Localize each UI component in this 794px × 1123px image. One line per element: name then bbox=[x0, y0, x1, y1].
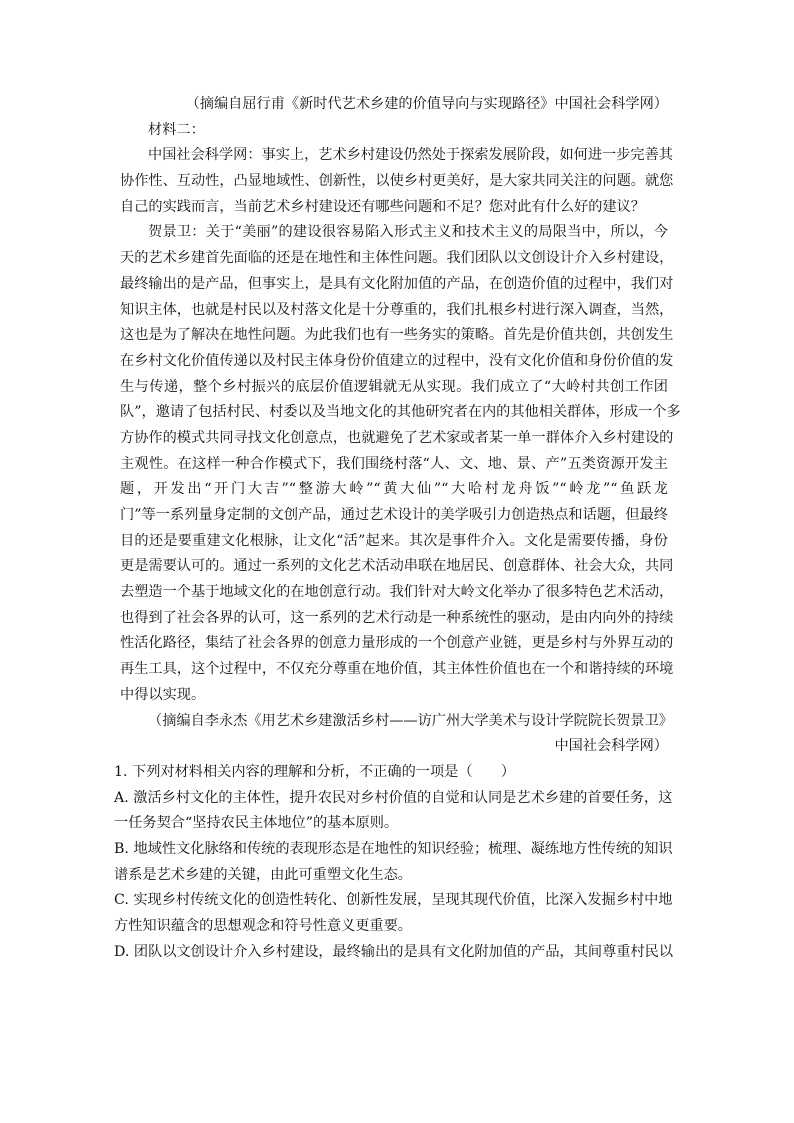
option-line: 方性知识蕴含的思想观念和符号性意义更重要。 bbox=[114, 918, 412, 934]
paragraph-line: 协作性、互动性，凸显地域性、创新性，以使乡村更美好，是大家共同关注的问题。就您 bbox=[120, 173, 674, 190]
option-c[interactable] bbox=[114, 888, 673, 939]
paragraph-line: 题，开发出“开门大吉”“整游大岭”“黄大仙”“大哈村龙舟饭”“岭龙”“鱼跃龙 bbox=[120, 481, 668, 498]
paragraph-line: 主观性。在这样一种合作模式下，我们围绕村落“人、文、地、景、产”五类资源开发主 bbox=[120, 455, 668, 472]
question-stem: 1. 下列对材料相关内容的理解和分析，不正确的一项是（ ） bbox=[114, 763, 516, 780]
paragraph-line: 方协作的模式共同寻找文化创意点，也就避免了艺术家或者某一单一群体介入乡村建设的 bbox=[120, 429, 674, 446]
paragraph-line: 在乡村文化价值传递以及村民主体身份价值建立的过程中，没有文化价值和身份价值的发 bbox=[120, 352, 674, 369]
paragraph-line: 最终输出的是产品，但事实上，是具有文化附加值的产品，在创造价值的过程中，我们对 bbox=[120, 275, 674, 292]
material-2-label: 材料二： bbox=[148, 121, 205, 138]
paragraph-line: 目的还是要重建文化根脉，让文化“活”起来。其次是事件介入。文化是需要传播，身份 bbox=[120, 532, 668, 549]
source-citation-2-cont: 中国社会科学网） bbox=[554, 738, 668, 755]
option-line: A. 激活乡村文化的主体性，提升农民对乡村价值的自觉和认同是艺术乡建的首要任务，这 bbox=[114, 789, 673, 806]
paragraph-line: 去塑造一个基于地域文化的在地创意行动。我们针对大岭文化举办了很多特色艺术活动， bbox=[120, 584, 674, 601]
paragraph-line: 中国社会科学网：事实上，艺术乡村建设仍然处于探索发展阶段，如何进一步完善其 bbox=[148, 147, 673, 164]
option-line: D. 团队以文创设计介入乡村建设，最终输出的是具有文化附加值的产品，其间尊重村民以 bbox=[114, 943, 674, 960]
paragraph-line: 也得到了社会各界的认可，这一系列的艺术行动是一种系统性的驱动，是由内向外的持续 bbox=[120, 609, 674, 626]
option-line: B. 地域性文化脉络和传统的表现形态是在地性的知识经验；梳理、凝练地方性传统的知识 bbox=[114, 840, 673, 857]
option-line: 谱系是艺术乡建的关键，由此可重塑文化生态。 bbox=[114, 866, 412, 883]
paragraph-line: 再生工具，这个过程中，不仅充分尊重在地价值，其主体性价值也在一个和谐持续的环境 bbox=[120, 661, 674, 678]
paragraph-line: 知识主体，也就是村民以及村落文化是十分尊重的，我们扎根乡村进行深入调查，当然， bbox=[120, 301, 674, 318]
paragraph-line: 性活化路径，集结了社会各界的创意力量形成的一个创意产业链，更是乡村与外界互动的 bbox=[120, 635, 674, 652]
paragraph-line: 门”等一系列量身定制的文创产品，通过艺术设计的美学吸引力创造热点和话题，但最终 bbox=[120, 507, 668, 523]
paragraph-line: 天的艺术乡建首先面临的还是在地性和主体性问题。我们团队以文创设计介入乡村建设， bbox=[120, 250, 674, 267]
interview-answer-paragraph bbox=[120, 220, 681, 708]
question-1 bbox=[114, 760, 674, 966]
option-a[interactable] bbox=[114, 786, 673, 837]
paragraph-line: 中得以实现。 bbox=[120, 686, 206, 703]
paragraph-line: 自己的实践而言，当前艺术乡村建设还有哪些问题和不足？您对此有什么好的建议？ bbox=[120, 198, 645, 215]
interview-question-paragraph bbox=[120, 143, 674, 220]
source-citation-2: （摘编自李永杰《用艺术乡建激活乡村——访广州大学美术与设计学院院长贺景卫》 bbox=[148, 712, 673, 729]
option-d[interactable] bbox=[114, 940, 674, 966]
source-citation-1: （摘编自屈行甫《新时代艺术乡建的价值导向与实现路径》中国社会科学网） bbox=[185, 96, 668, 112]
paragraph-line: 生与传递，整个乡村振兴的底层价值逻辑就无从实现。我们成立了“大岭村共创工作团 bbox=[120, 378, 668, 395]
paragraph-line: 贺景卫：关于“美丽”的建设很容易陷入形式主义和技术主义的局限当中，所以，今 bbox=[148, 224, 668, 241]
option-b[interactable] bbox=[114, 837, 673, 888]
document-page bbox=[114, 92, 681, 965]
paragraph-line: 这也是为了解决在地性问题。为此我们也有一些务实的策略。首先是价值共创，共创发生 bbox=[120, 327, 674, 344]
paragraph-line: 更是需要认可的。通过一系列的文化艺术活动串联在地居民、创意群体、社会大众，共同 bbox=[120, 558, 674, 575]
paragraph-line: 队”，邀请了包括村民、村委以及当地文化的其他研究者在内的其他相关群体，形成一个多 bbox=[120, 404, 681, 421]
option-line: 一任务契合“坚持农民主体地位”的基本原则。 bbox=[114, 815, 399, 832]
option-line: C. 实现乡村传统文化的创造性转化、创新性发展，呈现其现代价值，比深入发掘乡村中地 bbox=[114, 892, 673, 909]
